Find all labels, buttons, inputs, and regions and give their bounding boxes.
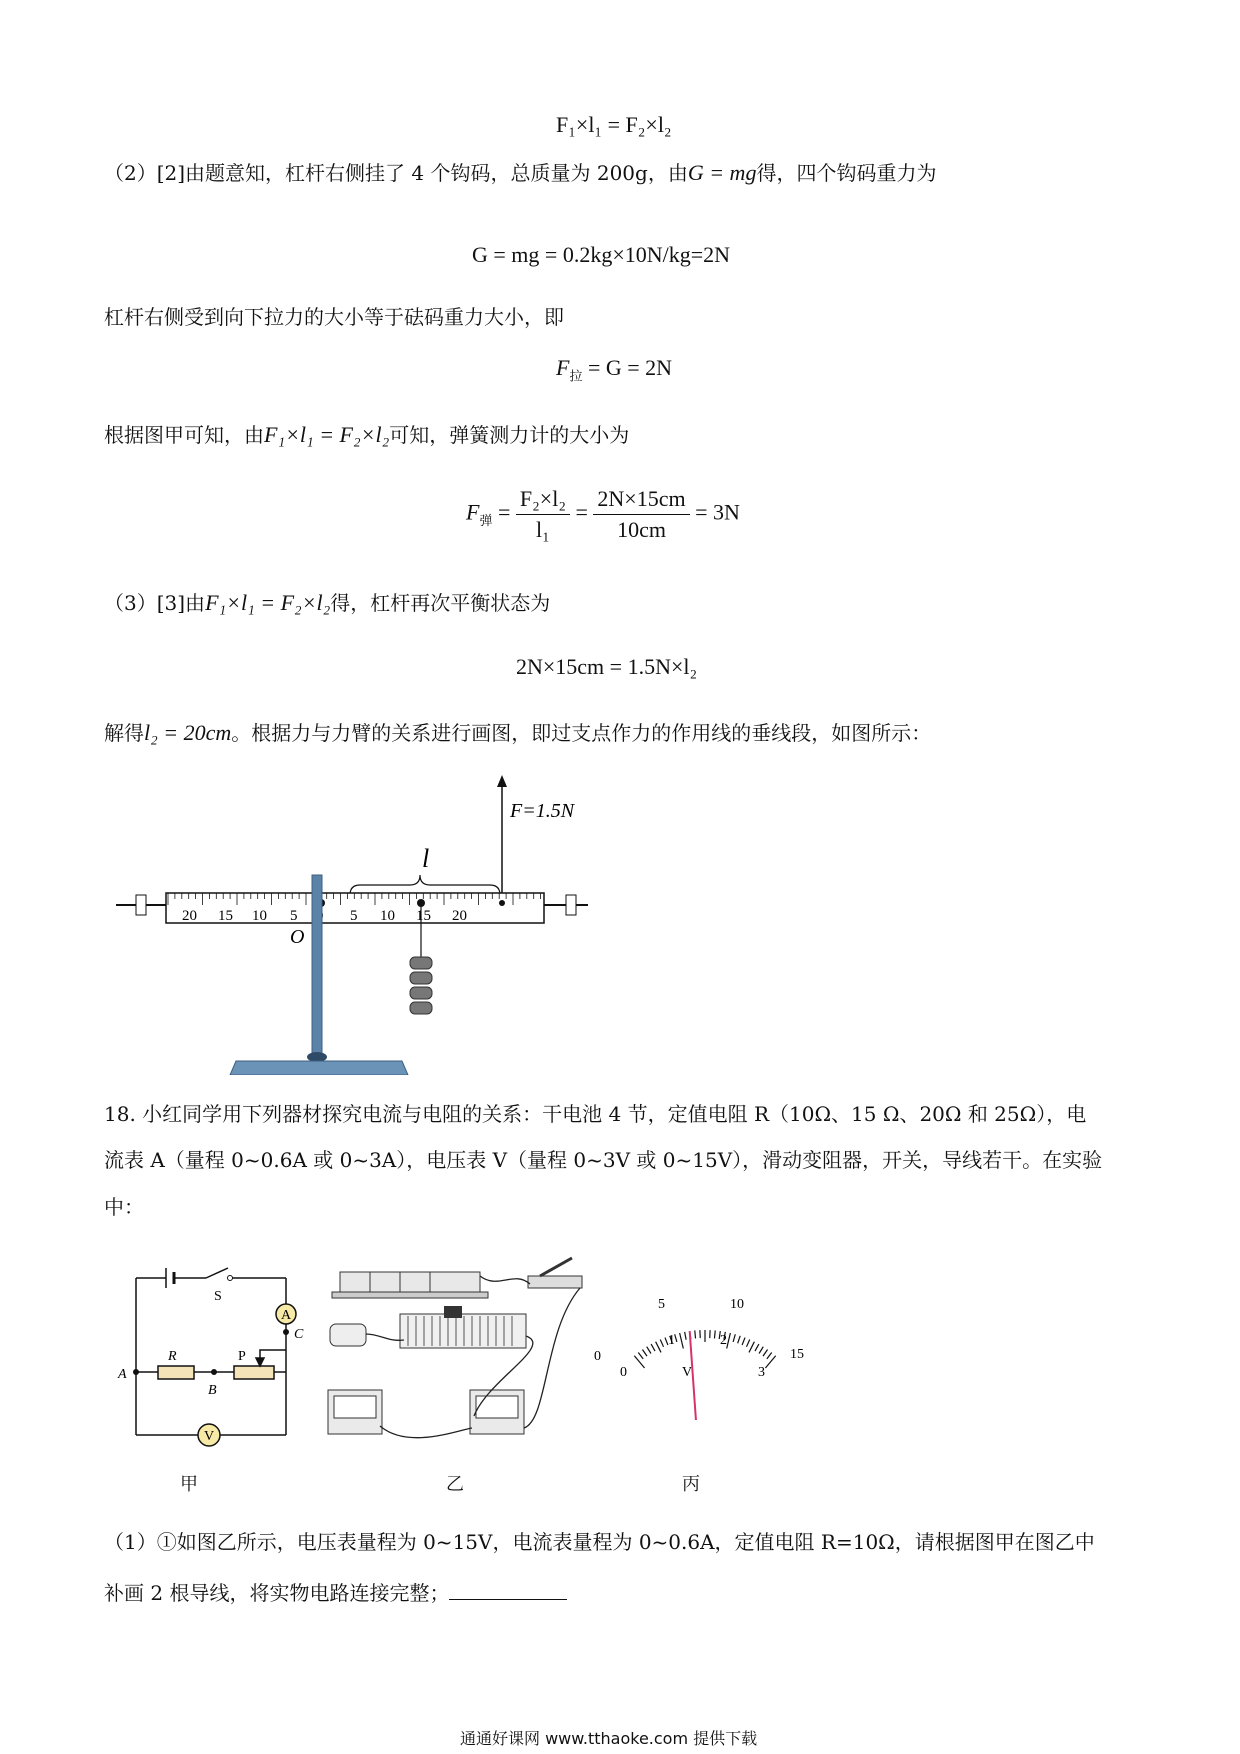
meter-tick: [765, 1356, 775, 1368]
node-c-dot: [283, 1329, 289, 1335]
meter-tick: [727, 1333, 731, 1349]
ruler-right-tick-5: 5: [350, 908, 358, 924]
equation-balance: 2N×15cm = 1.5N×l₂: [516, 654, 698, 679]
part2-line3-text-a: 根据图甲可知，由: [104, 423, 264, 447]
ruler-left-tick-5: 5: [290, 908, 298, 924]
equation-pull: [556, 355, 672, 384]
battery-box: [340, 1272, 480, 1292]
battery-base: [332, 1292, 488, 1298]
meter-tick: [742, 1338, 745, 1345]
meter-tick: [680, 1333, 684, 1349]
arm-brace: [350, 875, 500, 895]
lower-scale-3: 3: [758, 1365, 765, 1380]
meter-tick: [755, 1344, 759, 1351]
ruler-left-tick-15: 15: [218, 908, 233, 924]
switch-base: [528, 1276, 582, 1288]
spring-fraction-2: [593, 486, 689, 543]
answer-blank[interactable]: [449, 1581, 567, 1600]
switch-pivot: [228, 1276, 233, 1281]
meter-tick: [660, 1340, 663, 1347]
part3-line2-text-b: 。根据力与力臂的关系进行画图，即过支点作力的作用线的垂线段，如图所示：: [231, 721, 932, 745]
force-point-dot: [499, 900, 505, 906]
pull-force-rhs: = G = 2N: [587, 355, 673, 380]
ruler-left-tick-10: 10: [252, 908, 267, 924]
spring-force-symbol: F: [466, 499, 480, 525]
equation-top: F₁×l₁ = F₂×l₂: [556, 112, 672, 137]
fraction2-denominator: 10cm: [617, 517, 666, 542]
meter-tick: [695, 1330, 696, 1338]
node-a-label: A: [118, 1367, 127, 1382]
meter-tick: [647, 1347, 651, 1354]
q18-part1-line2: [104, 1581, 567, 1603]
caption-yi: 乙: [446, 1474, 464, 1495]
ruler-right-tick-15: 15: [416, 908, 431, 924]
rheostat: [400, 1314, 526, 1348]
part2-line3-text-b: 可知，弹簧测力计的大小为: [389, 423, 630, 447]
stand-pole: [312, 875, 322, 1053]
part3-line2-text-a: 解得: [104, 721, 144, 745]
meter-tick: [651, 1344, 655, 1351]
switch-label: S: [214, 1289, 222, 1304]
upper-scale-5: 5: [658, 1297, 665, 1312]
part2-line3: [104, 424, 629, 446]
resistor-label: R: [168, 1349, 177, 1364]
part3-line2-formula: l₂ = 20cm: [144, 720, 232, 745]
voltmeter-dial: [334, 1396, 376, 1418]
part3-line1-formula: F₁×l₁ = F₂×l₂: [205, 590, 331, 615]
meter-tick: [733, 1334, 735, 1342]
apparatus-figure: [318, 1250, 608, 1455]
ruler-right-tick-20: 20: [452, 908, 467, 924]
meter-tick: [746, 1340, 749, 1347]
ruler-right-tick-10: 10: [380, 908, 395, 924]
meter-tick: [738, 1336, 741, 1344]
pivot-label: O: [290, 926, 305, 948]
upper-scale-15: 15: [790, 1347, 804, 1362]
node-b-label: B: [208, 1383, 217, 1398]
spring-result: = 3N: [695, 499, 740, 525]
spring-force-sub: 弹: [479, 512, 493, 528]
part2-line2: 杠杆右侧受到向下拉力的大小等于砝码重力大小，即: [104, 305, 564, 329]
circuit-diagram: [110, 1260, 330, 1460]
equation-gravity: G = mg = 0.2kg×10N/kg=2N: [472, 242, 731, 267]
meter-tick: [685, 1332, 686, 1340]
q18-part1-line2-text: 补画 2 根导线，将实物电路连接完整；: [104, 1581, 450, 1605]
meter-unit: V: [682, 1365, 693, 1380]
meter-ticks: [634, 1330, 775, 1368]
q18-line2: 流表 A（量程 0~0.6A 或 0~3A），电压表 V（量程 0~3V 或 0~15V），滑动变阻器，开关，导线若干。在实验: [104, 1148, 1103, 1172]
left-nut: [136, 895, 146, 915]
part3-line2: [104, 722, 931, 744]
node-c-label: C: [294, 1327, 304, 1342]
meter-tick: [638, 1353, 643, 1359]
fraction1-denominator: l₁: [536, 517, 550, 542]
caption-bing: 丙: [682, 1474, 700, 1495]
meter-tick: [749, 1342, 754, 1353]
fraction1-numerator: F₂×l₂: [516, 486, 570, 515]
node-b-dot: [211, 1369, 217, 1375]
ruler-left-tick-20: 20: [182, 908, 197, 924]
switch-blade: [540, 1258, 572, 1276]
ammeter-label: A: [281, 1308, 292, 1323]
ammeter-dial: [476, 1396, 518, 1418]
node-a-dot: [133, 1369, 139, 1375]
switch-lever: [206, 1268, 228, 1278]
part2-line1: [104, 162, 936, 184]
meter-tick: [634, 1356, 644, 1368]
fraction2-numerator: 2N×15cm: [593, 486, 689, 515]
lower-scale-2: 2: [720, 1333, 727, 1348]
rheostat-slider: [444, 1306, 462, 1318]
fixed-resistor: [330, 1324, 366, 1346]
meter-tick: [642, 1350, 647, 1357]
meter-tick: [714, 1330, 715, 1338]
arm-label: l: [422, 844, 430, 873]
meter-tick: [759, 1347, 763, 1354]
stand-base: [230, 1061, 408, 1075]
lower-scale-0: 0: [620, 1365, 627, 1380]
part2-line3-formula: F₁×l₁ = F₂×l₂: [264, 422, 390, 447]
force-label: F=1.5N: [510, 800, 575, 822]
part2-line1-text-b: 得，四个钩码重力为: [756, 161, 937, 185]
pull-force-sub: 拉: [569, 368, 583, 384]
equation-spring: $F_弹$ = $\frac{\text{F₂×l₂}}{\text{l₁}}$ = $\frac{2N\times 15cm}{10cm}$ = 3N: [466, 486, 740, 542]
page-footer: 通通好课网 www.tthaoke.com 提供下载: [460, 1729, 758, 1748]
slider-label: P: [238, 1349, 246, 1364]
caption-jia: 甲: [180, 1474, 198, 1495]
lever-figure: [110, 775, 600, 1075]
meter-tick: [763, 1350, 768, 1357]
meter-tick: [675, 1334, 677, 1342]
meter-scale: [590, 1290, 820, 1420]
voltmeter-label: V: [204, 1429, 215, 1444]
part3-line1-text-a: （3）[3]由: [104, 591, 206, 615]
part3-line1: [104, 592, 550, 614]
meter-tick: [656, 1342, 661, 1353]
force-arrow-head: [497, 775, 507, 787]
spring-fraction-1: [516, 486, 570, 543]
right-nut: [566, 895, 576, 915]
part2-line1-text-a: （2）[2]由题意知，杠杆右侧挂了 4 个钩码，总质量为 200g，由: [104, 161, 688, 185]
q18-line1: 18. 小红同学用下列器材探究电流与电阻的关系：干电池 4 节，定值电阻 R（10Ω、15 Ω、20Ω 和 25Ω），电: [104, 1102, 1087, 1126]
upper-scale-10: 10: [730, 1297, 744, 1312]
q18-part1-line1: （1）①如图乙所示，电压表量程为 0~15V，电流表量程为 0~0.6A，定值电阻 R=10Ω，请根据图甲在图乙中: [104, 1530, 1095, 1554]
hooked-weights: [410, 957, 432, 1014]
upper-scale-0: 0: [594, 1349, 601, 1364]
part2-line1-formula: G = mg: [687, 160, 757, 185]
q18-line3: 中：: [104, 1195, 144, 1219]
pull-force-symbol: F: [556, 355, 570, 380]
part3-line1-text-b: 得，杠杆再次平衡状态为: [330, 591, 551, 615]
lower-scale-1: 1: [668, 1333, 675, 1348]
meter-tick: [767, 1353, 772, 1359]
